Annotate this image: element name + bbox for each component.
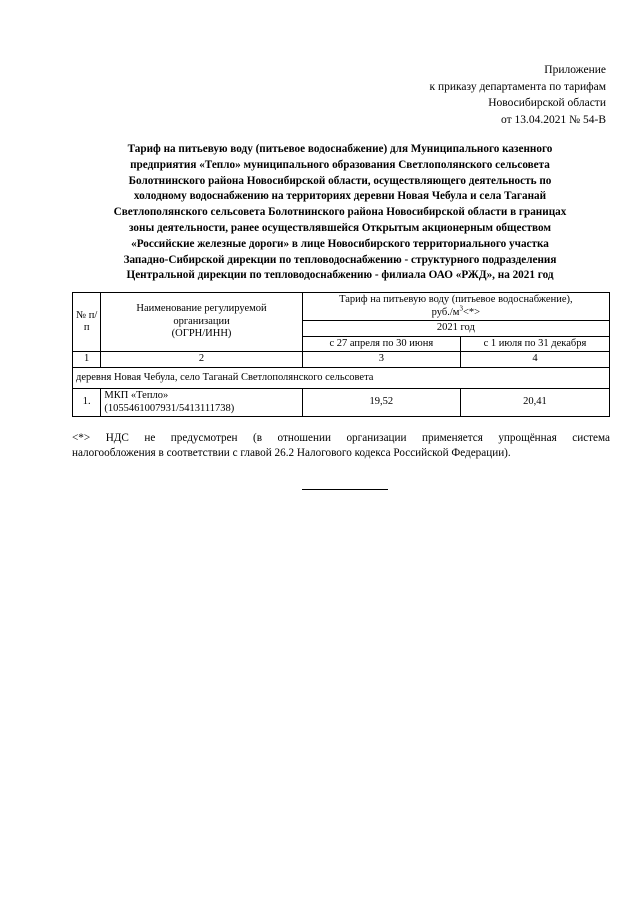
row-tariff-2: 20,41	[460, 389, 609, 417]
title-line: холодному водоснабжению на территориях деревни Новая Чебула и села Таганай	[133, 190, 547, 203]
column-number: 1	[73, 352, 101, 368]
document-title	[72, 142, 608, 284]
title-line: Центральной дирекции по тепловодоснабжению - филиала ОАО «РЖД», на 2021 год	[126, 269, 554, 282]
appendix-line: Приложение	[544, 64, 606, 76]
section-label: деревня Новая Чебула, село Таганай Светлополянского сельсовета	[73, 367, 610, 389]
separator-line	[302, 489, 388, 490]
header-tariff: Тариф на питьевую воду (питьевое водоснабжение), $руб./м^3<*>$	[302, 293, 609, 321]
column-number: 4	[460, 352, 609, 368]
header-org: Наименование регулируемой организации (ОГРН/ИНН)	[101, 293, 302, 352]
header-tariff-unit: $руб./м^3<*>$	[431, 304, 481, 318]
header-period-2: с 1 июля по 31 декабря	[460, 336, 609, 352]
appendix-line: к приказу департамента по тарифам	[429, 80, 606, 93]
title-line: Светлополянского сельсовета Болотнинского района Новосибирской области в границах	[113, 206, 567, 219]
footnote-line: <*> НДС не предусмотрен (в отношении организации применяется упрощённая система	[72, 432, 610, 444]
tariff-table	[72, 292, 610, 417]
title-line: зоны деятельности, ранее осуществлявшейся Открытым акционерным обществом	[129, 221, 551, 234]
section-row	[73, 367, 610, 389]
title-line: Западно-Сибирской дирекции по тепловодоснабжению - структурного подразделения	[123, 253, 557, 266]
header-period-1: с 27 апреля по 30 июня	[302, 336, 460, 352]
title-line: Болотнинского района Новосибирской области, осуществляющего деятельность по	[128, 174, 552, 187]
header-num: № п/п	[73, 293, 101, 352]
column-number-row	[73, 352, 610, 368]
footnote-line: налогообложения в соответствии с главой 26.2 Налогового кодекса Российской Федерации).	[72, 447, 511, 459]
appendix-line: Новосибирской области	[488, 97, 606, 109]
row-org: МКП «Тепло» (1055461007931/5413111738)	[101, 389, 302, 417]
title-line: Тариф на питьевую воду (питьевое водоснабжение) для Муниципального казенного	[127, 143, 553, 155]
footnote	[72, 431, 610, 461]
appendix-line: от 13.04.2021 № 54-В	[501, 113, 606, 126]
row-tariff-1: 19,52	[302, 389, 460, 417]
title-line: «Российские железные дороги» в лице Новосибирского территориального участка	[131, 237, 549, 250]
row-num: 1.	[73, 389, 101, 417]
title-line: предприятия «Тепло» муниципального образования Светлополянского сельсовета	[130, 158, 550, 171]
appendix-block	[429, 62, 606, 128]
table-row	[73, 389, 610, 417]
column-number: 3	[302, 352, 460, 368]
header-year: 2021 год	[302, 321, 609, 337]
column-number: 2	[101, 352, 302, 368]
